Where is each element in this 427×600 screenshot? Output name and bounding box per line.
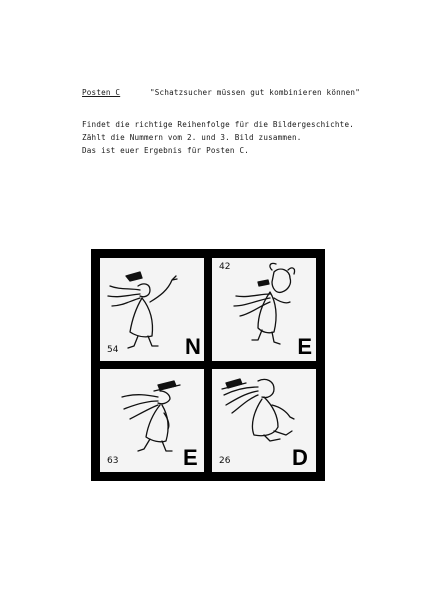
- panel-letter: D: [292, 445, 308, 470]
- panel-number: 26: [219, 456, 231, 466]
- motto: "Schatzsucher müssen gut kombinieren können": [150, 88, 360, 97]
- story-panel-3: [100, 369, 204, 472]
- panel-letter: E: [183, 445, 198, 470]
- instruction-line: Findet die richtige Reihenfolge für die Bildergeschichte.: [82, 120, 354, 129]
- panel-number: 42: [219, 262, 231, 272]
- story-panel-2: [212, 258, 316, 361]
- story-panel-4: [212, 369, 316, 472]
- story-panel-1: [100, 258, 204, 361]
- panel-number: 63: [107, 456, 119, 466]
- panel-letter: E: [297, 334, 312, 359]
- instruction-line: Zählt die Nummern vom 2. und 3. Bild zusammen.: [82, 133, 302, 142]
- panel-letter: N: [185, 334, 201, 359]
- posten-label: Posten C: [82, 88, 121, 97]
- instructions: [82, 118, 354, 157]
- picture-story-grid: [91, 249, 325, 481]
- panel-number: 54: [107, 345, 119, 355]
- instruction-line: Das ist euer Ergebnis für Posten C.: [82, 146, 250, 155]
